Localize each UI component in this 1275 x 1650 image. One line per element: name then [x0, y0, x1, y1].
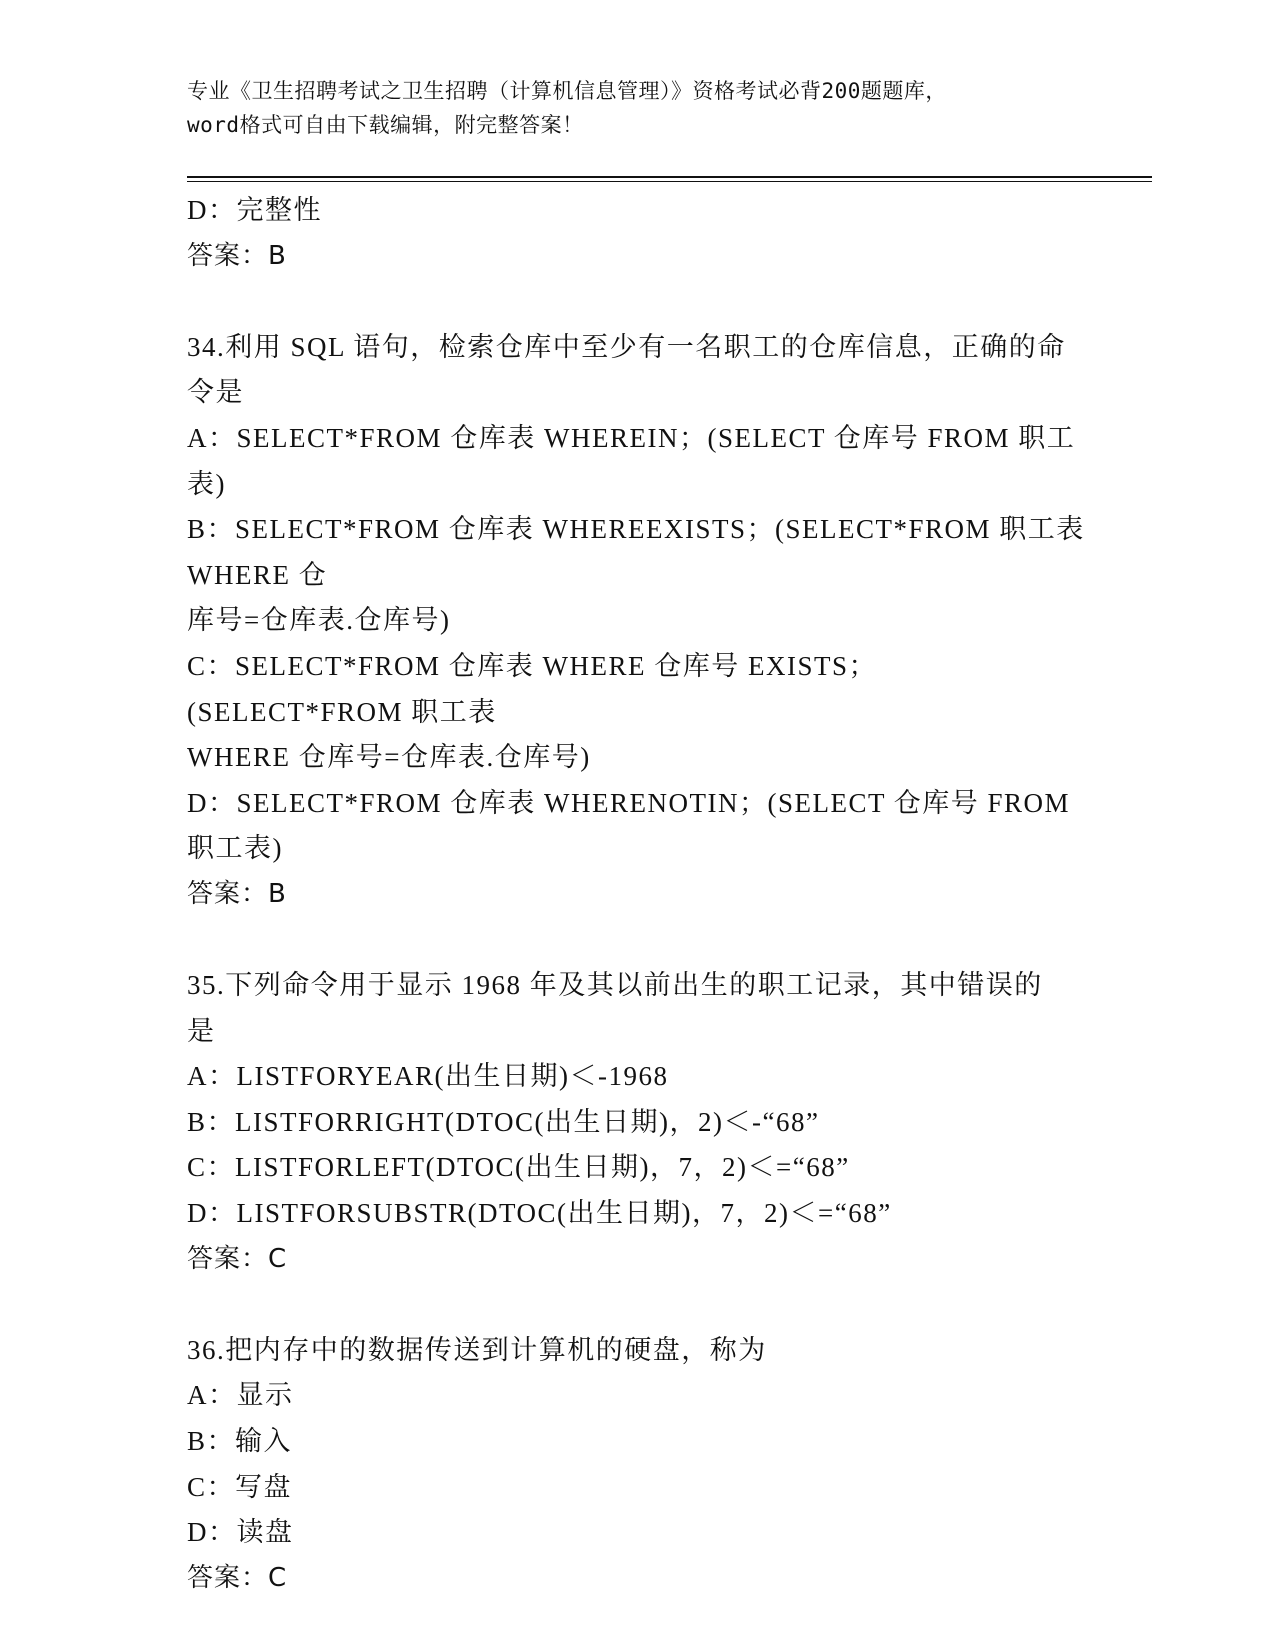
q36-option-a: A：显示 — [187, 1380, 294, 1411]
q35-option-d: D：LISTFORSUBSTR(DTOC(出生日期)，7，2)＜=“68” — [187, 1198, 892, 1229]
q35-stem-line-2: 是 — [187, 1015, 216, 1046]
header-title-line-1: 专业《卫生招聘考试之卫生招聘（计算机信息管理）》资格考试必背200题题库， — [187, 79, 947, 103]
question-spacer — [187, 1282, 1087, 1328]
q34-option-b-line-2: 库号=仓库表.仓库号) — [187, 605, 451, 636]
q35-option-b: B：LISTFORRIGHT(DTOC(出生日期)，2)＜-“68” — [187, 1106, 820, 1137]
q33-option-d: D：完整性 — [187, 195, 322, 225]
q36-option-d: D：读盘 — [187, 1517, 294, 1548]
q35-option-c: C：LISTFORLEFT(DTOC(出生日期)，7，2)＜=“68” — [187, 1152, 850, 1183]
question-spacer — [187, 279, 1087, 325]
question-33-tail — [187, 188, 1087, 279]
q36-option-b: B：输入 — [187, 1426, 293, 1457]
question-36 — [187, 1328, 1087, 1602]
q34-option-a: A：SELECT*FROM 仓库表 WHEREIN；(SELECT 仓库号 FROM 职工表) — [187, 422, 1076, 499]
header-divider-thick — [187, 176, 1152, 178]
q36-option-c: C：写盘 — [187, 1471, 293, 1502]
q34-option-d: D：SELECT*FROM 仓库表 WHERENOTIN；(SELECT 仓库号 FROM 职工表) — [187, 787, 1079, 864]
q34-option-c-line-1: C：SELECT*FROM 仓库表 WHERE 仓库号 EXISTS；(SELECT*FROM 职工表 — [187, 650, 878, 727]
question-content — [187, 188, 1094, 1601]
question-34 — [187, 325, 1094, 918]
q35-stem-line-1: 35.下列命令用于显示 1968 年及其以前出生的职工记录，其中错误的 — [187, 970, 1043, 1001]
q34-option-c-line-2: WHERE 仓库号=仓库表.仓库号) — [187, 742, 591, 773]
q34-answer: 答案：B — [187, 878, 287, 909]
q34-option-b-line-1: B：SELECT*FROM 仓库表 WHEREEXISTS；(SELECT*FROM 职工表 WHERE 仓 — [187, 514, 1094, 590]
question-spacer — [187, 918, 1087, 964]
header-title-line-2: word格式可自由下载编辑，附完整答案！ — [187, 113, 584, 137]
document-header — [187, 74, 1087, 142]
q36-stem: 36.把内存中的数据传送到计算机的硬盘，称为 — [187, 1334, 767, 1365]
question-35 — [187, 963, 1087, 1282]
q35-option-a: A：LISTFORYEAR(出生日期)＜-1968 — [187, 1061, 669, 1092]
q36-answer: 答案：C — [187, 1562, 288, 1593]
q35-answer: 答案：C — [187, 1243, 288, 1274]
header-divider-thin — [187, 181, 1152, 182]
q33-answer: 答案：B — [187, 240, 287, 271]
q34-stem-line-2: 令是 — [187, 377, 244, 408]
q34-stem-line-1: 34.利用 SQL 语句，检索仓库中至少有一名职工的仓库信息，正确的命 — [187, 331, 1066, 362]
